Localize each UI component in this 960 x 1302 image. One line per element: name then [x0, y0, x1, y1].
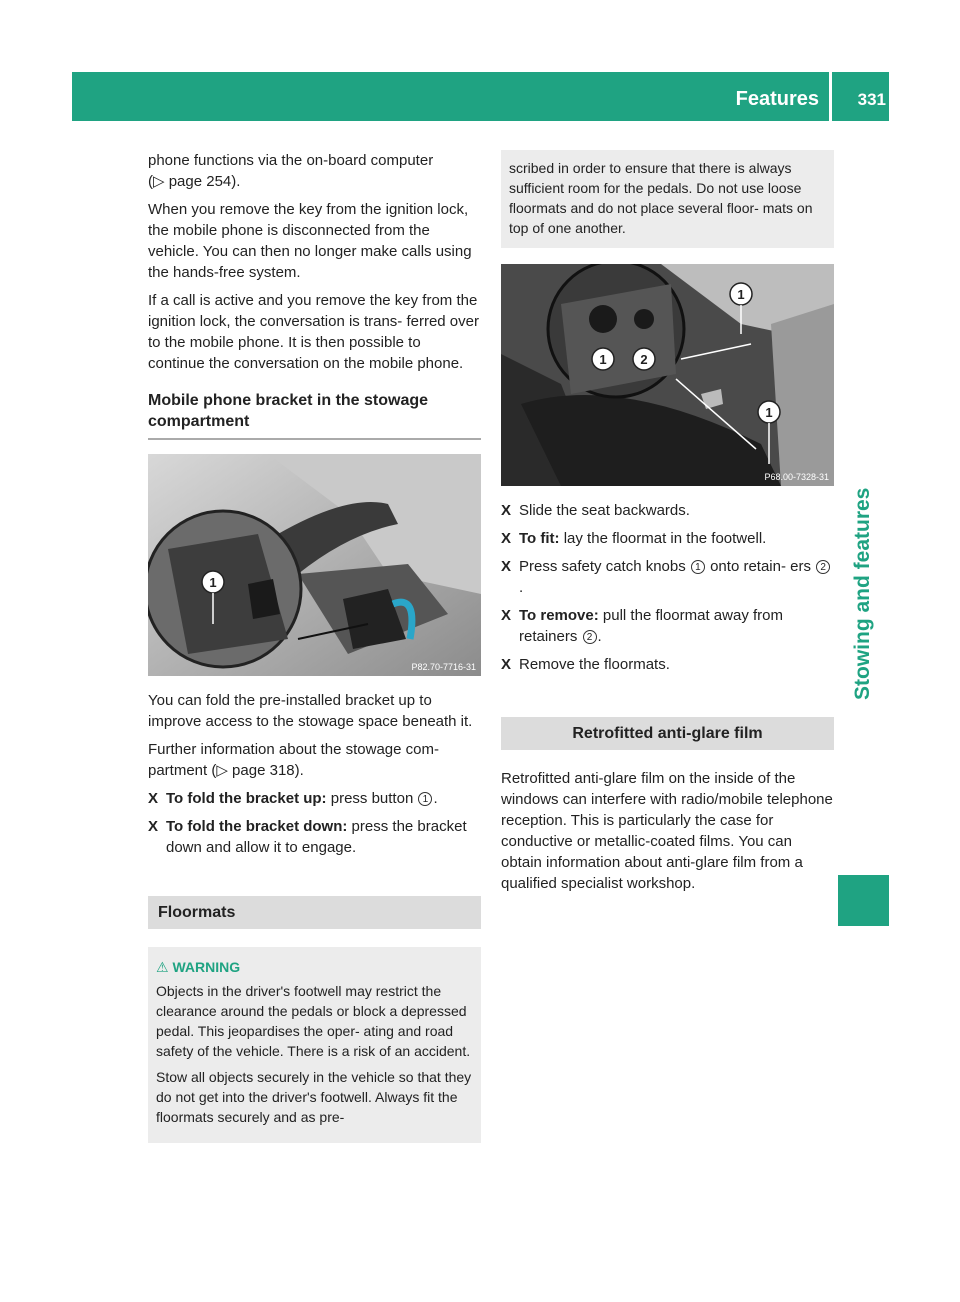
step-label: To fold the bracket up:	[166, 790, 327, 807]
callout-number: 1	[691, 560, 705, 574]
page-header	[72, 72, 889, 121]
subheading: Mobile phone bracket in the stowage compartment	[148, 390, 481, 440]
figure-code: P68.00-7328-31	[764, 472, 829, 482]
step-arrow-icon: X	[148, 790, 159, 807]
callout-number: 2	[583, 630, 597, 644]
callout-2: 2	[640, 352, 648, 367]
warning-title: WARNING	[172, 959, 241, 975]
step-text: onto retain- ers	[705, 558, 816, 575]
step-arrow-icon: X	[501, 607, 512, 624]
paragraph: You can fold the pre-installed bracket up to improve access to the stowage space beneath it.	[148, 692, 473, 730]
paragraph	[148, 150, 481, 192]
instruction-step	[148, 816, 481, 858]
instruction-step	[501, 654, 834, 675]
bracket-figure	[148, 454, 481, 676]
warning-continuation: scribed in order to ensure that there is always sufficient room for the pedals. Do not use loose floormats and do not place several floor- mats on top of one another.	[501, 150, 834, 248]
callout-number: 1	[418, 792, 432, 806]
instruction-step: X To remove: pull the floormat away from retainers 2 .	[501, 607, 783, 645]
step-arrow-icon: X	[501, 656, 512, 673]
warning-text: Objects in the driver's footwell may restrict the clearance around the pedals or block a depressed pedal. This jeopardises the oper- ating and road safety of the vehicle. There is a risk of an accident.	[156, 983, 471, 1059]
callout-1c: 1	[765, 405, 773, 420]
callout-1: 1	[209, 575, 217, 590]
section-heading-anti-glare: Retrofitted anti-glare film	[501, 717, 834, 750]
callout-1b: 1	[737, 287, 745, 302]
figure-code: P82.70-7716-31	[411, 662, 476, 672]
side-marker	[838, 875, 889, 926]
step-label: To fold the bracket down:	[166, 818, 348, 835]
step-text: press button	[326, 790, 418, 807]
page-number: 331	[857, 90, 886, 109]
step-label: To remove:	[519, 607, 599, 624]
left-column	[148, 150, 481, 1143]
step-arrow-icon: X	[501, 530, 512, 547]
warning-box	[148, 947, 481, 1143]
right-column	[501, 150, 834, 901]
callout-1a: 1	[599, 352, 607, 367]
paragraph: When you remove the key from the ignition lock, the mobile phone is disconnected from the vehicle. You can then no longer make calls using the hands-free system.	[148, 201, 472, 281]
paragraph: Retrofitted anti-glare film on the inside of the windows can interfere with radio/mobile telephone reception. This is particularly the case for conductive or metallic-coated films. You can obtain information about anti-glare film from a qualified specialist workshop.	[501, 770, 833, 892]
paragraph: Further information about the stowage com- partment (▷ page 318).	[148, 741, 439, 779]
step-text: press the bracket down and allow it to engage.	[166, 818, 467, 856]
callout-number: 2	[816, 560, 830, 574]
section-heading-floormats: Floormats	[148, 896, 481, 929]
instruction-step	[501, 500, 834, 521]
instruction-step	[501, 528, 834, 549]
header-divider	[829, 72, 832, 121]
floormat-figure	[501, 264, 834, 486]
bracket-illustration	[148, 454, 481, 676]
step-text: pull the floormat away from retainers	[519, 607, 783, 645]
instruction-step: X Press safety catch knobs 1 onto retain- ers 2.	[501, 556, 834, 598]
side-tab-label: Stowing and features	[851, 487, 874, 700]
warning-text: Stow all objects securely in the vehicle so that they do not get into the driver's footwell. Always fit the floormats securely and as pre-	[156, 1069, 472, 1125]
text: phone functions via the on-board computer	[148, 152, 434, 169]
step-arrow-icon: X	[501, 558, 512, 575]
warning-header	[156, 957, 475, 977]
step-text: Press safety catch knobs	[519, 558, 690, 575]
floormat-illustration	[501, 264, 834, 486]
paragraph: If a call is active and you remove the key from the ignition lock, the conversation is trans- ferred over to the mobile phone. It is then possible to continue the conversation on the mobile phone.	[148, 292, 479, 372]
step-text: Slide the seat backwards.	[519, 502, 690, 519]
step-arrow-icon: X	[501, 502, 512, 519]
step-text: lay the floormat in the footwell.	[559, 530, 767, 547]
step-arrow-icon: X	[148, 818, 159, 835]
step-label: To fit:	[519, 530, 560, 547]
step-text: Remove the floormats.	[519, 656, 670, 673]
page-reference[interactable]: (▷ page 254).	[148, 173, 241, 190]
warning-triangle-icon: ⚠	[156, 959, 169, 975]
header-section-title: Features	[735, 88, 819, 110]
side-tab	[838, 150, 889, 710]
instruction-step: X To fold the bracket up: press button 1 .	[148, 790, 438, 807]
